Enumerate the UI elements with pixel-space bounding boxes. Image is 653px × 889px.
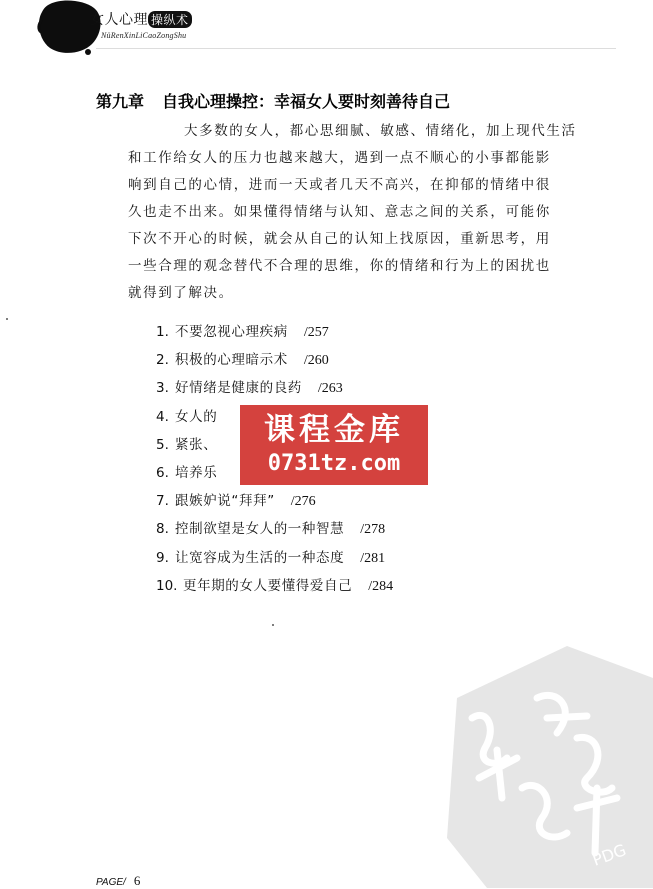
section-number: 2. <box>156 352 169 369</box>
section-number: 3. <box>156 380 169 397</box>
intro-line: 响到自己的心情，进而一天或者几天不高兴，在抑郁的情绪中很 <box>128 177 551 193</box>
section-item <box>156 572 393 600</box>
section-title: 更年期的女人要懂得爱自己 <box>183 577 353 594</box>
section-title: 让宽容成为生活的一种态度 <box>175 549 345 566</box>
intro-line: 一些合理的观念替代不合理的思维，你的情绪和行为上的困扰也 <box>128 258 551 274</box>
section-title: 好情绪是健康的良药 <box>175 380 302 397</box>
book-title <box>90 9 192 29</box>
page-number: 6 <box>133 873 141 888</box>
section-title: 跟嫉妒说“拜拜” <box>175 493 275 510</box>
chapter-heading <box>96 89 450 112</box>
book-title-prefix: 女人心理 <box>90 12 148 28</box>
section-number: 5. <box>156 436 169 453</box>
watermark-url: 0731tz.com <box>267 451 401 476</box>
section-item <box>156 487 393 515</box>
intro-line: 和工作给女人的压力也越来越大，遇到一点不顺心的小事都能影 <box>128 150 551 166</box>
intro-line: 久也走不出来。如果懂得情绪与认知、意志之间的关系，可能你 <box>128 204 551 220</box>
section-title: 紧张、 <box>175 436 218 453</box>
section-page: /281 <box>360 550 386 566</box>
scan-speck <box>6 318 8 320</box>
section-item <box>156 346 393 374</box>
section-number: 10. <box>156 577 178 594</box>
section-number: 4. <box>156 408 169 425</box>
section-title: 积极的心理暗示术 <box>175 352 288 369</box>
section-page: /284 <box>368 578 394 594</box>
intro-line: 就得到了解决。 <box>128 285 234 301</box>
section-title: 控制欲望是女人的一种智慧 <box>175 521 345 538</box>
section-page: /263 <box>317 381 343 397</box>
page-label: PAGE/ <box>96 877 126 888</box>
seal-stamp <box>427 638 653 888</box>
section-number: 6. <box>156 464 169 481</box>
section-item <box>156 374 393 402</box>
section-title: 培养乐 <box>175 464 218 481</box>
section-number: 8. <box>156 521 169 538</box>
seal-pdg-label: PDG <box>589 840 629 870</box>
scan-speck <box>272 624 274 626</box>
section-title: 不要忽视心理疾病 <box>175 324 288 340</box>
chapter-intro-paragraph <box>128 118 603 307</box>
chapter-title: 自我心理操控：幸福女人要时刻善待自己 <box>162 92 451 111</box>
chapter-label: 第九章 <box>96 92 145 111</box>
section-page: /257 <box>303 325 329 340</box>
watermark-banner <box>240 405 428 485</box>
section-page: /260 <box>303 353 329 369</box>
watermark-text: 课程金库 <box>264 412 404 448</box>
section-number: 7. <box>156 493 169 510</box>
section-page: /276 <box>290 494 316 510</box>
book-title-highlight: 操纵术 <box>148 11 192 28</box>
section-number: 9. <box>156 549 169 566</box>
section-number: 1. <box>156 324 169 340</box>
section-item <box>156 318 393 346</box>
section-item <box>156 544 393 572</box>
header-divider <box>96 48 616 49</box>
intro-line: 大多数的女人，都心思细腻、敏感、情绪化，加上现代生活 <box>184 123 577 139</box>
section-item <box>156 515 393 543</box>
page-footer <box>96 873 140 889</box>
intro-line: 下次不开心的时候，就会从自己的认知上找原因，重新思考，用 <box>128 231 551 247</box>
section-page: /278 <box>360 522 386 538</box>
section-title: 女人的 <box>175 408 218 425</box>
book-title-pinyin: NüRenXinLiCaoZongShu <box>101 31 187 40</box>
